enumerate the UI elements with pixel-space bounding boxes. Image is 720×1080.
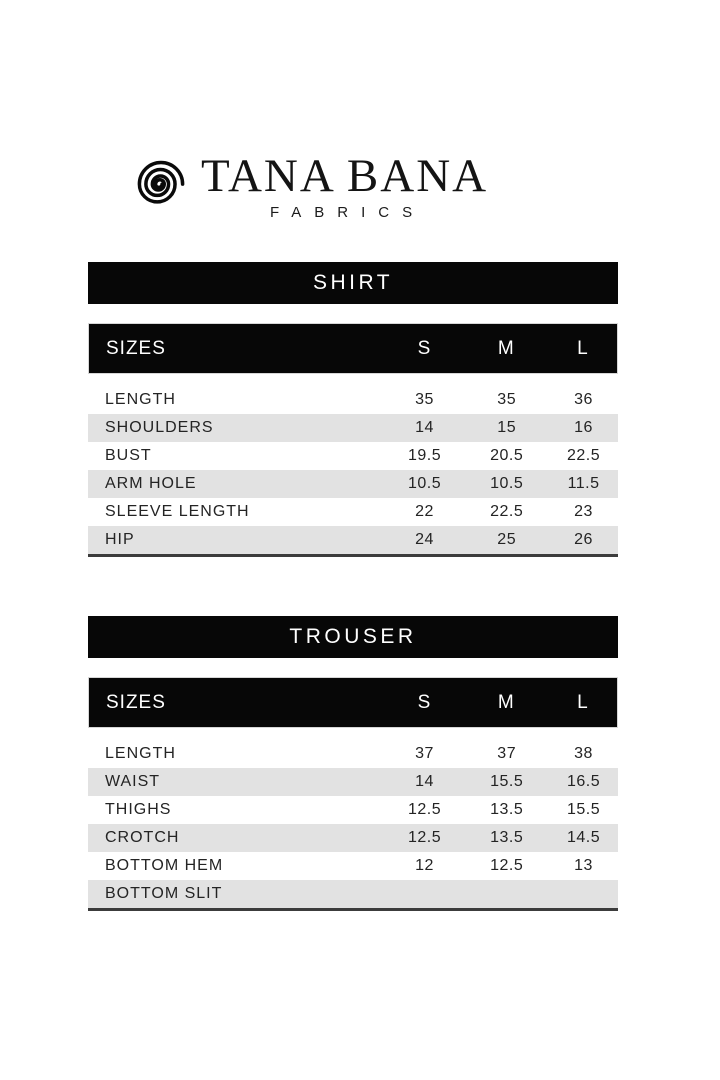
row-value-m: 22.5 [490,503,524,520]
row-value-l: 16.5 [566,773,601,790]
section-title-bar [88,616,618,658]
row-value-m: 35 [497,391,517,408]
sizes-header-label: SIZES [106,337,166,359]
row-value-m: 37 [497,745,517,762]
table-row [88,386,618,414]
sizes-header-bar [88,677,618,728]
row-label: HIP [105,531,135,548]
row-value-l: 22.5 [566,447,601,464]
row-value-m: 13.5 [490,829,524,846]
row-value-m: 25 [497,531,517,548]
table-row [88,414,618,442]
row-value-m: 10.5 [490,475,524,492]
shirt-section [88,262,618,557]
section-title: SHIRT [312,271,394,294]
row-label: LENGTH [105,745,176,762]
section-title: TROUSER [289,625,417,648]
row-value-s: 14 [415,773,434,790]
row-value-s: 24 [415,531,434,548]
row-value-l: 11.5 [567,475,600,492]
row-value-s: 35 [415,391,434,408]
size-column-m: M [497,337,515,359]
row-value-l: 15.5 [566,801,601,818]
brand-name: TANA BANA [201,150,489,202]
row-label: SLEEVE LENGTH [105,503,250,520]
size-column-s: S [417,691,431,713]
row-value-l: 38 [574,745,593,762]
row-value-s: 12.5 [407,829,442,846]
row-label: LENGTH [105,391,176,408]
row-value-l: 16 [574,419,593,436]
row-value-s: 19.5 [407,447,442,464]
row-label: SHOULDERS [105,419,214,436]
table-row [88,796,618,824]
trouser-table-body [88,740,618,911]
size-column-l: L [577,691,589,713]
table-row [88,768,618,796]
row-value-m: 12.5 [490,857,524,874]
row-label: BUST [105,447,152,464]
row-value-s: 10.5 [407,475,442,492]
table-row [88,880,618,908]
table-row [88,852,618,880]
trouser-section [88,616,618,911]
row-value-s: 37 [415,745,434,762]
section-title-bar [88,262,618,304]
row-value-s: 12 [415,857,434,874]
spiral-logo-icon [134,155,188,211]
row-value-m: 15.5 [490,773,524,790]
table-row [88,498,618,526]
row-label: BOTTOM HEM [105,857,224,874]
table-row [88,442,618,470]
row-label: ARM HOLE [105,475,197,492]
row-value-m: 13.5 [490,801,524,818]
row-value-m: 15 [497,419,517,436]
size-column-l: L [577,337,589,359]
table-row [88,740,618,768]
row-value-l: 36 [574,391,593,408]
table-row [88,824,618,852]
sizes-header-label: SIZES [106,691,166,713]
shirt-table-body [88,386,618,557]
row-value-l: 23 [574,503,593,520]
row-label: BOTTOM SLIT [105,885,223,902]
table-row [88,470,618,498]
sizes-header-bar [88,323,618,374]
row-value-s: 14 [415,419,434,436]
row-value-l: 26 [574,531,593,548]
size-column-m: M [497,691,515,713]
row-label: CROTCH [105,829,180,846]
table-row [88,526,618,554]
row-value-m: 20.5 [490,447,524,464]
row-value-s: 22 [415,503,434,520]
row-label: WAIST [105,773,161,790]
brand-logo [134,152,488,221]
row-label: THIGHS [105,801,172,818]
size-column-s: S [417,337,431,359]
row-value-l: 14.5 [566,829,601,846]
row-value-s: 12.5 [407,801,442,818]
brand-subtitle: FABRICS [269,204,426,222]
row-value-l: 13 [574,857,593,874]
brand-text [201,152,488,221]
